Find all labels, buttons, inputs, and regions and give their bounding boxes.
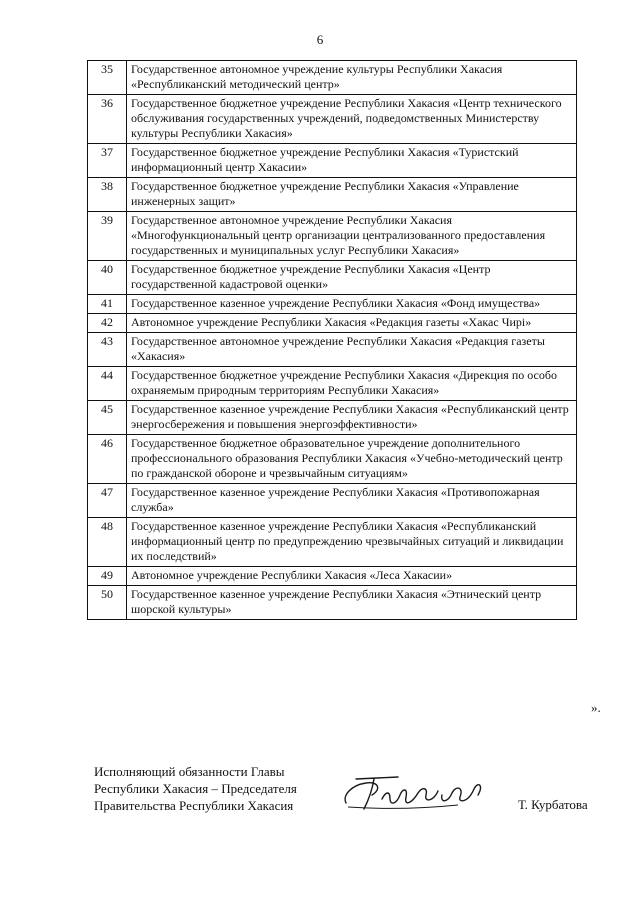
organization-name: Государственное автономное учреждение Республики Хакасия «Многофункциональный центр организации централизованного предоставления государственных и муниципальных услуг Республики Хакасия» (127, 212, 577, 261)
table-row (88, 61, 577, 95)
organization-name: Государственное бюджетное учреждение Республики Хакасия «Туристский информационный центр Хакасии» (127, 144, 577, 178)
table-row (88, 95, 577, 144)
signer-title-line: Исполняющий обязанности Главы (94, 764, 285, 779)
row-number: 45 (88, 401, 127, 435)
organization-name: Автономное учреждение Республики Хакасия «Редакция газеты «Хакас Чирi» (127, 314, 577, 333)
signer-title (94, 763, 334, 814)
row-number: 48 (88, 518, 127, 567)
row-number: 47 (88, 484, 127, 518)
row-number: 42 (88, 314, 127, 333)
organization-name: Государственное казенное учреждение Республики Хакасия «Республиканский центр энергосбережения и повышения энергоэффективности» (127, 401, 577, 435)
row-number: 39 (88, 212, 127, 261)
organization-name: Государственное бюджетное образовательное учреждение дополнительного профессионального образования Республики Хакасия «Учебно-методический центр по гражданской обороне и чрезвычайным ситуациям» (127, 435, 577, 484)
organization-name: Автономное учреждение Республики Хакасия «Леса Хакасии» (127, 567, 577, 586)
table-row (88, 435, 577, 484)
row-number: 44 (88, 367, 127, 401)
table-row (88, 178, 577, 212)
closing-quote-mark: ». (591, 700, 601, 715)
organization-name: Государственное автономное учреждение культуры Республики Хакасия «Республиканский методический центр» (127, 61, 577, 95)
row-number: 38 (88, 178, 127, 212)
signature-block (94, 763, 614, 843)
signer-title-line: Республики Хакасия – Председателя (94, 781, 297, 796)
table-row (88, 586, 577, 620)
organization-name: Государственное бюджетное учреждение Республики Хакасия «Центр технического обслуживания государственных учреждений, подведомственных Министерству культуры Республики Хакасия» (127, 95, 577, 144)
table-row (88, 401, 577, 435)
organization-name: Государственное автономное учреждение Республики Хакасия «Редакция газеты «Хакасия» (127, 333, 577, 367)
organizations-table (87, 60, 577, 620)
organization-name: Государственное бюджетное учреждение Республики Хакасия «Управление инженерных защит» (127, 178, 577, 212)
row-number: 36 (88, 95, 127, 144)
organization-name: Государственное казенное учреждение Республики Хакасия «Фонд имущества» (127, 295, 577, 314)
table-row (88, 567, 577, 586)
signer-title-line: Правительства Республики Хакасия (94, 798, 294, 813)
page-number: 6 (316, 32, 324, 47)
organization-name: Государственное казенное учреждение Республики Хакасия «Противопожарная служба» (127, 484, 577, 518)
row-number: 35 (88, 61, 127, 95)
table-row (88, 518, 577, 567)
row-number: 43 (88, 333, 127, 367)
table-row (88, 144, 577, 178)
row-number: 40 (88, 261, 127, 295)
row-number: 46 (88, 435, 127, 484)
table-row (88, 484, 577, 518)
signer-name: Т. Курбатова (518, 797, 588, 812)
organization-name: Государственное бюджетное учреждение Республики Хакасия «Дирекция по особо охраняемым природным территориям Республики Хакасия» (127, 367, 577, 401)
table-row (88, 333, 577, 367)
table-row (88, 314, 577, 333)
table-row (88, 367, 577, 401)
table-row (88, 212, 577, 261)
row-number: 50 (88, 586, 127, 620)
row-number: 37 (88, 144, 127, 178)
table-row (88, 295, 577, 314)
row-number: 41 (88, 295, 127, 314)
organization-name: Государственное бюджетное учреждение Республики Хакасия «Центр государственной кадастровой оценки» (127, 261, 577, 295)
row-number: 49 (88, 567, 127, 586)
organization-name: Государственное казенное учреждение Республики Хакасия «Республиканский информационный центр по предупреждению чрезвычайных ситуаций и ликвидации их последствий» (127, 518, 577, 567)
organizations-table-body (88, 61, 577, 620)
handwritten-signature (338, 769, 488, 815)
organization-name: Государственное казенное учреждение Республики Хакасия «Этнический центр шорской культуры» (127, 586, 577, 620)
table-row (88, 261, 577, 295)
